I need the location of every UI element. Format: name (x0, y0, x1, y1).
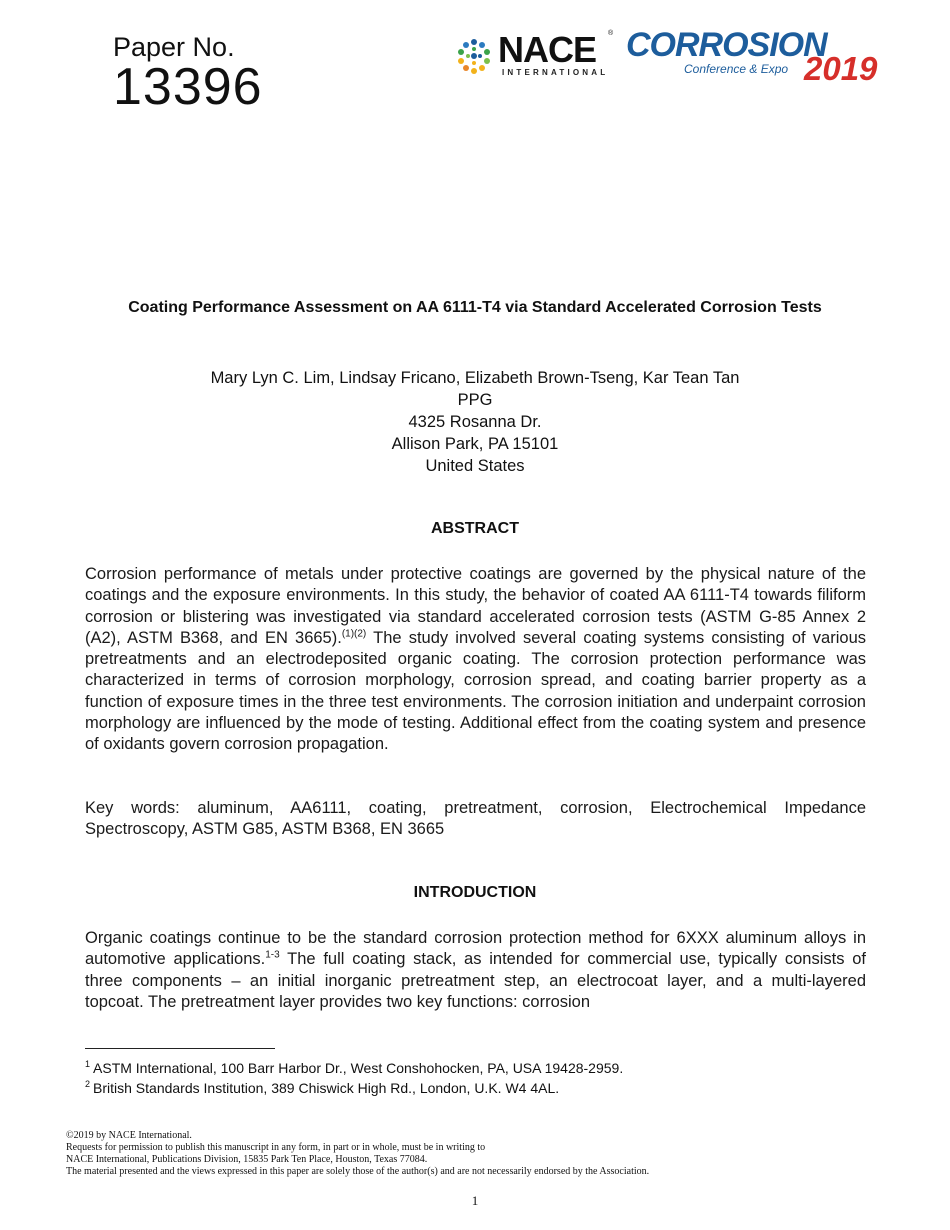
copyright-line: Requests for permission to publish this manuscript in any form, in part or in whole, must be in writing to (66, 1142, 486, 1153)
nace-subtitle: INTERNATIONAL (502, 68, 609, 77)
footnotes (85, 1058, 866, 1098)
keywords-paragraph: Key words: aluminum, AA6111, coating, pretreatment, corrosion, Electrochemical Impedance Spectroscopy, ASTM G85, ASTM B368, EN 3665 (85, 799, 866, 839)
footnote-2-mark: 2 (85, 1079, 91, 1090)
corrosion-wordmark: CORROSION (626, 26, 827, 64)
footnote-1 (85, 1058, 866, 1078)
paper-number-label: Paper No. (113, 32, 235, 62)
abstract-text-part1: Corrosion performance of metals under protective coatings are governed by the physical nature of the coatings and the exposure environments. In this study, the behavior of coated AA 6111-T4 towards filiform corrosion or blistering was investigated via standard accelerated corrosion tests (ASTM G-85 Annex 2 (A2), ASTM B368, and EN 3665). (85, 565, 866, 647)
abstract-paragraph (85, 564, 866, 756)
footnote-2 (85, 1078, 866, 1098)
copyright-line: NACE International, Publications Division, 15835 Park Ten Place, Houston, Texas 77084. (66, 1154, 428, 1165)
conference-year: 2019 (804, 50, 878, 87)
abstract-text-part2: The study involved several coating systems consisting of various pretreatments and an electrodeposited organic coating. The corrosion protection performance was characterized in terms of corrosion morphology, corrosion spread, and coating barrier property as a function of exposure times in the three test environments. The corrosion initiation and underpaint corrosion morphology are influenced by the mode of testing. Additional effect from the coating system and presence of oxidants govern corrosion propagation. (85, 628, 866, 754)
author-names: Mary Lyn C. Lim, Lindsay Fricano, Elizabeth Brown-Tseng, Kar Tean Tan (210, 369, 740, 387)
intro-text-part2: The full coating stack, as intended for commercial use, typically consists of three components – an initial inorganic pretreatment step, an electrocoat layer, and a multi-layered topcoat. The pretreatment layer provides two key functions: corrosion (85, 950, 867, 1011)
conference-expo-label: Conference & Expo (684, 62, 789, 76)
paper-number: 13396 (113, 58, 263, 116)
copyright-notice (66, 1130, 886, 1178)
author-city: Allison Park, PA 15101 (391, 435, 559, 453)
paper-title: Coating Performance Assessment on AA 6111-T4 via Standard Accelerated Corrosion Tests (128, 299, 822, 316)
page-number: 1 (471, 1193, 479, 1208)
author-street: 4325 Rosanna Dr. (408, 413, 542, 431)
author-country: United States (425, 457, 525, 475)
abstract-heading: ABSTRACT (431, 520, 519, 537)
copyright-line: The material presented and the views expressed in this paper are solely those of the author(s) and are not necessarily endorsed by the Association. (66, 1166, 650, 1177)
footnote-1-mark: 1 (85, 1059, 91, 1070)
nace-globe-icon (452, 34, 498, 78)
footnote-divider (85, 1048, 275, 1049)
footnote-2-text: British Standards Institution, 389 Chiswick High Rd., London, U.K. W4 4AL. (93, 1080, 560, 1096)
footnote-1-text: ASTM International, 100 Barr Harbor Dr., West Conshohocken, PA, USA 19428-2959. (93, 1060, 624, 1076)
nace-wordmark: NACE (498, 29, 597, 70)
paper-number-block (113, 32, 263, 116)
intro-citation: 1-3 (265, 949, 280, 961)
nace-logo (452, 30, 622, 80)
copyright-line: ©2019 by NACE International. (66, 1130, 192, 1141)
nace-registered-mark: ® (608, 30, 614, 37)
introduction-heading: INTRODUCTION (413, 884, 537, 901)
introduction-paragraph (85, 928, 866, 1013)
corrosion-conference-logo (626, 28, 881, 88)
author-organization: PPG (457, 391, 493, 409)
author-block (0, 367, 950, 477)
abstract-citation: (1)(2) (341, 628, 367, 640)
intro-text-part1: Organic coatings continue to be the standard corrosion protection method for 6XXX aluminum alloys in automotive applications. (85, 929, 866, 969)
